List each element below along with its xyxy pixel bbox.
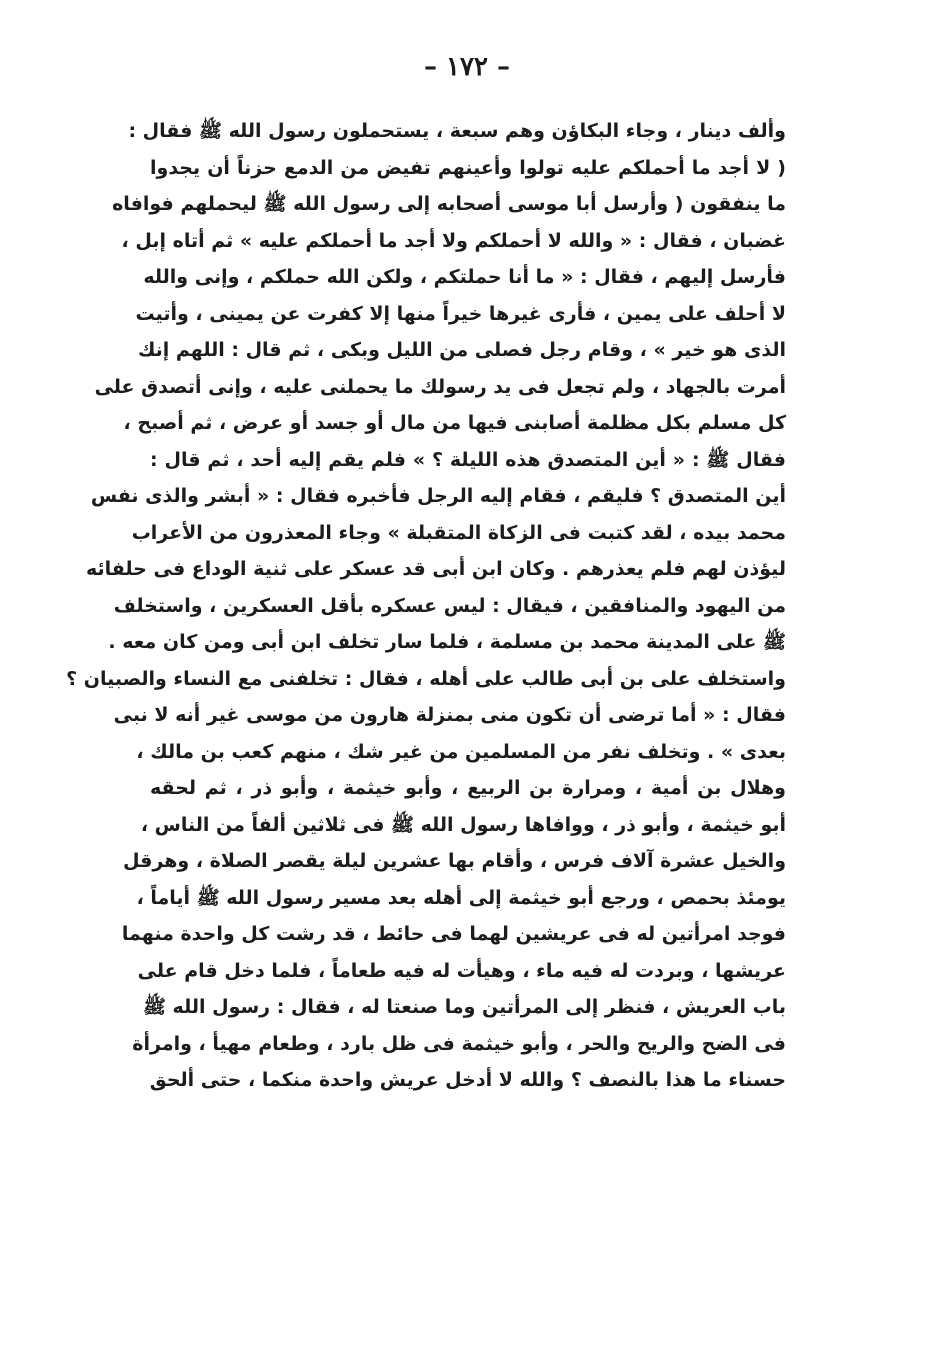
text-line: وهلال بن أمية ، ومرارة بن الربيع ، وأبو خيثمة ، وأبو ذر ، ثم لحقه bbox=[150, 777, 786, 799]
text-line: ﷺ على المدينة محمد بن مسلمة ، فلما سار تخلف ابن أبى ومن كان معه . bbox=[108, 631, 786, 653]
text-line: ( لا أجد ما أحملكم عليه تولوا وأعينهم تفيض من الدمع حزناً أن يجدوا bbox=[150, 156, 786, 179]
text-line: فوجد امرأتين له فى عريشين لهما فى حائط ، قد رشت كل واحدة منهما bbox=[121, 923, 786, 945]
text-line: من اليهود والمنافقين ، فيقال : ليس عسكره بأقل العسكرين ، واستخلف bbox=[113, 594, 786, 617]
text-line: ما ينفقون ( وأرسل أبا موسى أصحابه إلى رسول الله ﷺ ليحملهم فوافاه bbox=[112, 193, 786, 215]
text-line: بعدى » . وتخلف نفر من المسلمين من غير شك ، منهم كعب بن مالك ، bbox=[136, 740, 786, 763]
text-line: فقال ﷺ : « أين المتصدق هذه الليلة ؟ » فلم يقم إليه أحد ، ثم قال : bbox=[150, 448, 786, 471]
text-line: يومئذ بحمص ، ورجع أبو خيثمة إلى أهله بعد مسير رسول الله ﷺ أياماً ، bbox=[136, 886, 786, 909]
text-line: فى الضح والريح والحر ، وأبو خيثمة فى ظل بارد ، وطعام مهيأ ، وامرأة bbox=[132, 1032, 786, 1055]
text-line: فقال : « أما ترضى أن تكون منى بمنزلة هارون من موسى غير أنه لا نبى bbox=[113, 704, 786, 726]
body-text bbox=[66, 113, 786, 1099]
text-line: باب العريش ، فنظر إلى المرأتين وما صنعتا له ، فقال : رسول الله ﷺ bbox=[142, 996, 786, 1018]
text-line: واستخلف على بن أبى طالب على أهله ، فقال : تخلفنى مع النساء والصبيان ؟ bbox=[66, 667, 786, 690]
text-line: الذى هو خير » ، وقام رجل فصلى من الليل وبكى ، ثم قال : اللهم إنك bbox=[137, 339, 786, 361]
text-line: كل مسلم بكل مظلمة أصابنى فيها من مال أو جسد أو عرض ، ثم أصبح ، bbox=[123, 412, 786, 434]
text-line: محمد بيده ، لقد كتبت فى الزكاة المتقبلة » وجاء المعذرون من الأعراب bbox=[131, 521, 786, 544]
text-line: والخيل عشرة آلاف فرس ، وأقام بها عشرين ليلة يقصر الصلاة ، وهرقل bbox=[123, 850, 786, 872]
text-line: فأرسل إليهم ، فقال : « ما أنا حملتكم ، ولكن الله حملكم ، وإنى والله bbox=[143, 266, 786, 288]
text-line: لا أحلف على يمين ، فأرى غيرها خيراً منها إلا كفرت عن يمينى ، وأتيت bbox=[135, 302, 786, 325]
text-line: حسناء ما هذا بالنصف ؟ والله لا أدخل عريش واحدة منكما ، حتى ألحق bbox=[149, 1069, 786, 1091]
text-line: ليؤذن لهم فلم يعذرهم . وكان ابن أبى قد عسكر على ثنية الوداع فى حلفائه bbox=[85, 558, 786, 580]
text-line: أين المتصدق ؟ فليقم ، فقام إليه الرجل فأخبره فقال : « أبشر والذى نفس bbox=[90, 485, 786, 507]
text-line: غضبان ، فقال : « والله لا أحملكم ولا أجد ما أحملكم عليه » ثم أتاه إبل ، bbox=[121, 229, 786, 252]
text-line: أبو خيثمة ، وأبو ذر ، ووافاها رسول الله ﷺ فى ثلاثين ألفاً من الناس ، bbox=[140, 813, 786, 836]
text-line: أمرت بالجهاد ، ولم تجعل فى يد رسولك ما يحملنى عليه ، وإنى أتصدق على bbox=[94, 375, 786, 398]
page-number: – ١٧٢ – bbox=[423, 52, 511, 82]
text-line: عريشها ، وبردت له فيه ماء ، وهيأت له فيه طعاماً ، فلما دخل قام على bbox=[137, 959, 786, 982]
text-line: وألف دينار ، وجاء البكاؤن وهم سبعة ، يستحملون رسول الله ﷺ فقال : bbox=[128, 120, 786, 142]
